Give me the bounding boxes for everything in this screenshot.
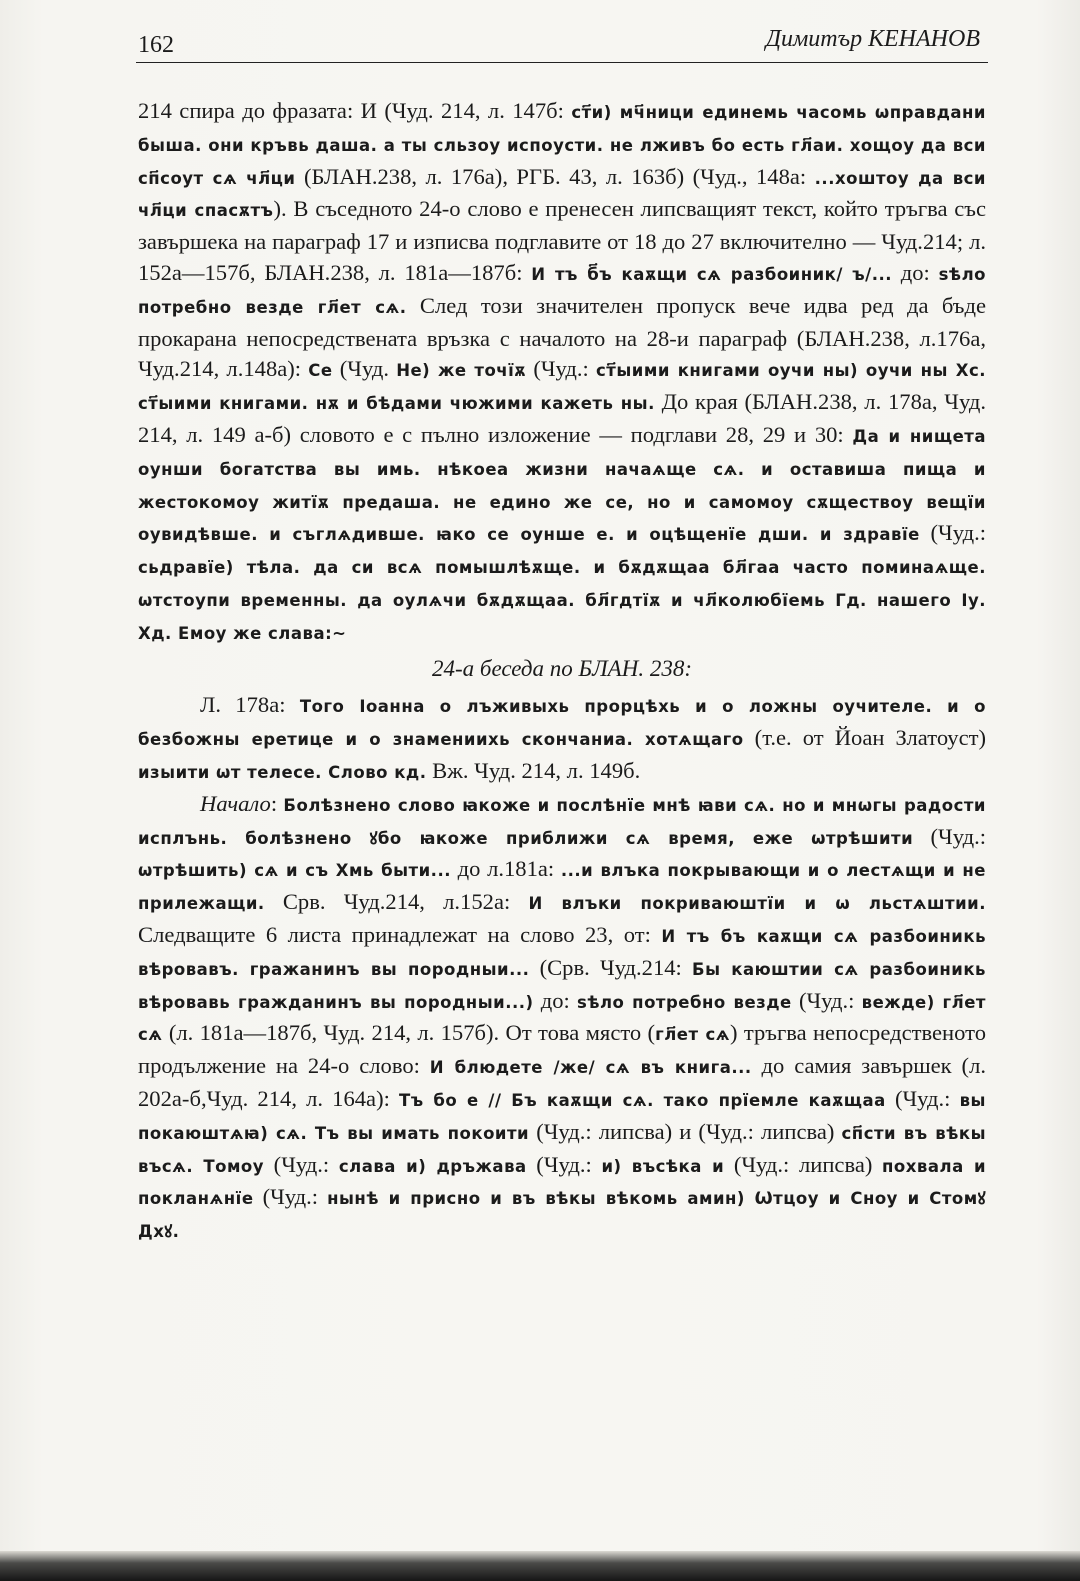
text-run: До края (БЛАН.238, л. 178а, Чуд. 214, л. 149 а-б) словото е с пълно изложение — подглави 28, 29 и 30: [138, 389, 986, 447]
text-run: Вж. Чуд. 214, л. 149б. [426, 757, 641, 783]
body-text [138, 96, 986, 1248]
church-slavonic-quote: изыити ѡт телесе. Слово кд. [138, 762, 427, 782]
church-slavonic-quote: похвала и покланѧнїе [138, 1156, 987, 1209]
church-slavonic-quote: Того Іоанна о лъживыхь прорцѣхь и о ложны оучителе. и о безбожны еретице и о знамениихь скончаниа. хотѧщаго [138, 697, 987, 750]
text-run: (Чуд.: [526, 1151, 602, 1177]
church-slavonic-quote: вежде) гл҃ет сѧ [138, 992, 986, 1045]
text-run: Следващите 6 листа принадлежат на слово 23, от: [138, 921, 662, 947]
church-slavonic-quote: ѕѣло потребно везде гл҃ет сѧ. [138, 264, 986, 317]
text-run: 214 спира до фразата: И (Чуд. 214, л. 147б: [138, 98, 572, 123]
church-slavonic-quote: слава и) дръжава [338, 1156, 527, 1176]
paragraph-2 [138, 690, 986, 788]
text-run: (Срв. Чуд.214: [529, 954, 693, 980]
church-slavonic-quote: гл҃ет сѧ [655, 1025, 730, 1045]
church-slavonic-quote: И блюдете /же/ сѧ въ книга... [429, 1058, 752, 1078]
text-run: до: [533, 987, 577, 1013]
church-slavonic-quote: Бы каюштии сѧ разбоиникь вѣровавь гражданинъ вы породныи...) [138, 959, 986, 1012]
church-slavonic-quote: И тъ бъ каѫщи сѧ разбоиникь вѣровавъ. гражанинъ вы породныи... [138, 926, 987, 979]
church-slavonic-quote: И влъки покриваюштїи и ѡ льстѧштии. [528, 894, 986, 914]
text-run: (Чуд.: [264, 1151, 339, 1177]
text-run: (Чуд.: [913, 823, 986, 849]
page-number: 162 [138, 32, 174, 58]
text-run: След този значителен пропуск вече идва ред да бъде прокарана непосредствената връзка с началото на 28-и параграф (БЛАН.238, л.176а, Чуд.214, л.148а): [138, 292, 987, 382]
church-slavonic-quote: И тъ б҃ъ каѫщи сѧ разбоиник/ ъ/... [531, 264, 892, 284]
scan-bottom-edge [0, 1551, 1080, 1581]
text-run: (Чуд.: [791, 987, 862, 1013]
text-run: (БЛАН.238, л. 176а), РГБ. 43, л. 163б) (Чуд., 148а: [295, 163, 815, 189]
text-run: (Чуд. [332, 356, 397, 382]
church-slavonic-quote: Се [308, 361, 333, 381]
text-run: (л. 181а—187б, Чуд. 214, л. 157б). От това място ( [162, 1020, 656, 1046]
church-slavonic-quote: Тъ бо е // Бъ каѫщи сѧ. тако прїемле каѫщаа [399, 1090, 886, 1110]
church-slavonic-quote: Болѣзнено слово ꙗкоже и послѣнїе мнѣ ꙗви сѧ. но и мнѡгы радости исплънь. болѣзнено ꙋбо ꙗкоже приближи сѧ время, еже ѡтрѣшити [138, 795, 986, 848]
church-slavonic-quote: нынѣ и присно и въ вѣкы вѣкомь амин) Ѡтцоу и Сноу и Стомꙋ Дхꙋ. [138, 1189, 986, 1242]
text-run: до: [892, 259, 939, 285]
page-header [136, 22, 988, 63]
church-slavonic-quote: сп҃сти въ вѣкы въсѧ. Томоу [138, 1123, 986, 1176]
text-run: до самия завършек (л. 202а-б,Чуд. 214, л. 164а): [138, 1053, 986, 1111]
running-head-author: Димитър КЕНАНОВ [765, 26, 980, 52]
church-slavonic-quote: ѕѣло потребно везде [577, 992, 792, 1012]
text-run: ). В съседното 24-о слово е пренесен липсващият текст, който тръгва със завършека на параграф 17 и изписва подглавите от 18 до 27 включително — Чуд.214; л. 152а—157б, БЛАН.238, л. 181а—187б: [138, 196, 986, 285]
church-slavonic-quote: ст҃и) мч҃ници единемь часомь ѡправдани быша. они кръвь даша. а ты сльзоу испоусти. не лживъ бо есть гл҃аи. хощоу да вси сп҃соут сѧ чл҃ци [138, 103, 986, 188]
text-run: (т.е. от Йоан Златоуст) [743, 725, 986, 751]
church-slavonic-quote: вы покаюштѧꙗ) сѧ. Тъ вы имать покоити [138, 1090, 986, 1143]
text-run: (Чуд.: [885, 1085, 960, 1111]
church-slavonic-quote: ...хоштоу да вси чл҃ци спасѫтъ [138, 168, 986, 221]
text-run: ) тръгва непосредственото продължение на 24-о слово: [138, 1020, 987, 1079]
text-run: : [270, 790, 284, 816]
text-run: (Чуд.: липсва) и (Чуд.: липсва) [529, 1118, 842, 1144]
text-run: (Чуд.: липсва) [724, 1151, 883, 1177]
text-run: (Чуд.: [919, 520, 986, 546]
church-slavonic-quote: ѡтрѣшить) сѧ и съ Хмь быти... [138, 861, 451, 881]
italic-label: Начало [200, 790, 271, 816]
section-heading: 24-а беседа по БЛАН. 238: [431, 655, 693, 681]
text-run: до л.181а: [450, 856, 561, 882]
text-run: Срв. Чуд.214, л.152а: [264, 889, 529, 915]
paragraph-1 [138, 96, 986, 650]
church-slavonic-quote: Не) же точїѫ [396, 361, 527, 381]
church-slavonic-quote: сьдравїе) тѣла. да си всѧ помышлѣѫще. и бѫдѫщаа бл҃гаа часто поминаѧще. ѡтстоупи временны. да оулѧчи бѫдѫщаа. бл҃гдтїѫ и чл҃колюбїемь Гд. нашего Іу. Хд. Емоу же слава:~ [138, 558, 986, 643]
text-run: Л. 178а: [200, 692, 300, 718]
text-run: (Чуд.: [526, 356, 597, 382]
paragraph-3 [138, 789, 986, 1248]
church-slavonic-quote: ст҃ыими книгами оучи ны) оучи ны Хс. ст҃ыими книгами. нѫ и бѣдами чюжими кажеть ны. [138, 361, 986, 414]
church-slavonic-quote: и) въсѣка и [601, 1156, 725, 1176]
church-slavonic-quote: ...и влъка покрывающи и о лестѧщи и не прилежащи. [138, 861, 986, 914]
church-slavonic-quote: Да и нищета оунши богатства вы имь. нѣкоеа жизни начаѧще сѧ. и оставиша пища и жестокомоу житїѫ предаша. не едино же се, но и самомоу сѫществоу вещїи оувидѣвше. и съглѧдивше. ꙗко се оунше е. и оцѣщенїе дши. и здравїе [138, 426, 986, 545]
text-run: (Чуд.: [253, 1184, 328, 1210]
